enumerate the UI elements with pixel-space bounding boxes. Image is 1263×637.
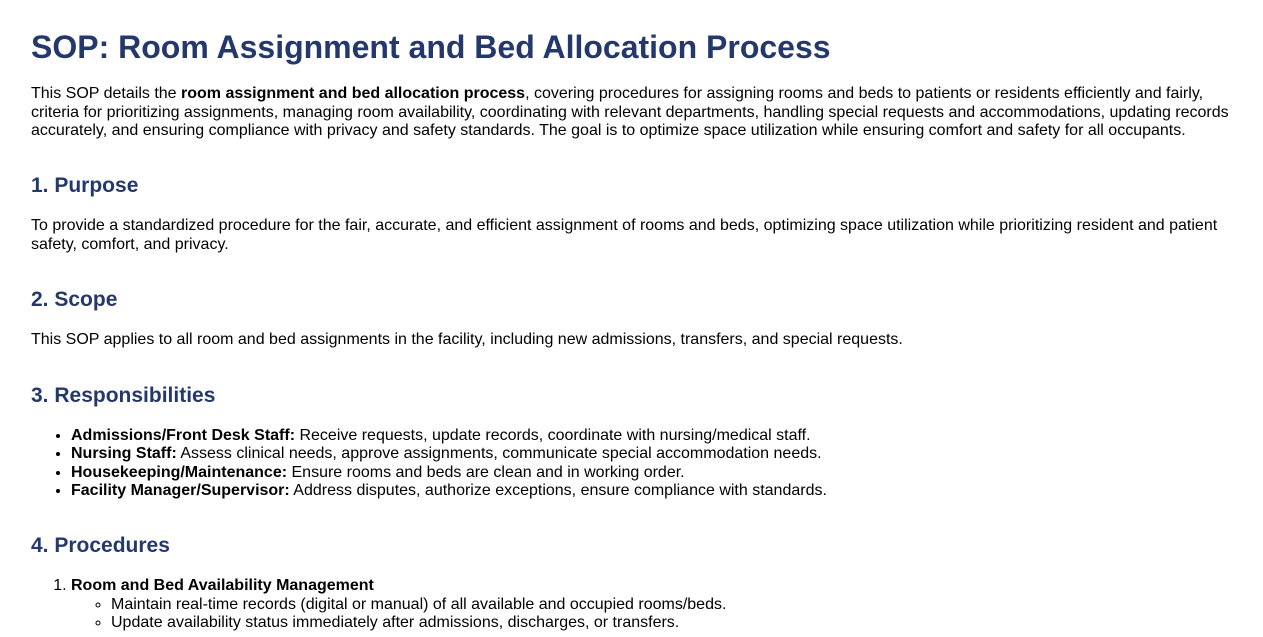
list-item — [71, 427, 1232, 445]
intro-text-before: This SOP details the — [31, 85, 181, 103]
list-item — [71, 464, 1232, 482]
procedure-item — [71, 577, 1232, 632]
procedure-title: Room and Bed Availability Management — [71, 577, 374, 595]
intro-paragraph — [31, 85, 1232, 140]
section-heading-responsibilities: 3. Responsibilities — [31, 383, 216, 407]
responsibility-text: Ensure rooms and beds are clean and in working order. — [287, 463, 685, 481]
intro-text-after: , covering procedures for assigning rooms and beds to patients or residents efficiently and fairly, criteria for prioritizing assignments, managing room availability, coordinating with relevant departments, handling special requests and accommodations, updating records accurately, and ensuring compliance with privacy and safety standards. The goal is to optimize space utilization while ensuring comfort and safety for all occupants. — [31, 85, 1229, 139]
responsibility-text: Address disputes, authorize exceptions, ensure compliance with standards. — [289, 481, 827, 499]
scope-paragraph: This SOP applies to all room and bed assignments in the facility, including new admissions, transfers, and special requests. — [31, 331, 903, 349]
responsibility-role-label: Admissions/Front Desk Staff: — [71, 426, 296, 444]
procedure-substep: ◦ Maintain real-time records (digital or manual) of all available and occupied rooms/beds. — [111, 596, 1232, 614]
procedure-substeps — [71, 596, 1232, 633]
purpose-paragraph: To provide a standardized procedure for the fair, accurate, and efficient assignment of rooms and beds, optimizing space utilization while prioritizing resident and patient safety, comfort, and privacy. — [31, 217, 1218, 253]
page-title: SOP: Room Assignment and Bed Allocation Process — [31, 29, 831, 65]
intro-bold-term: room assignment and bed allocation process — [181, 85, 526, 103]
responsibility-text: Receive requests, update records, coordinate with nursing/medical staff. — [295, 426, 811, 444]
section-heading-procedures: 4. Procedures — [31, 534, 170, 558]
section-heading-purpose: 1. Purpose — [31, 174, 139, 198]
responsibility-text: Assess clinical needs, approve assignments, communicate special accommodation needs. — [176, 445, 822, 463]
responsibilities-list — [31, 427, 1232, 501]
procedures-list — [31, 577, 1232, 632]
procedure-substep: ◦ Update availability status immediately after admissions, discharges, or transfers. — [111, 614, 1232, 632]
responsibility-role-label: Nursing Staff: — [71, 445, 177, 463]
list-item — [71, 445, 1232, 463]
responsibility-role-label: Housekeeping/Maintenance: — [71, 463, 288, 481]
responsibility-role-label: Facility Manager/Supervisor: — [71, 481, 290, 499]
section-heading-scope: 2. Scope — [31, 288, 118, 312]
list-item — [71, 482, 1232, 500]
